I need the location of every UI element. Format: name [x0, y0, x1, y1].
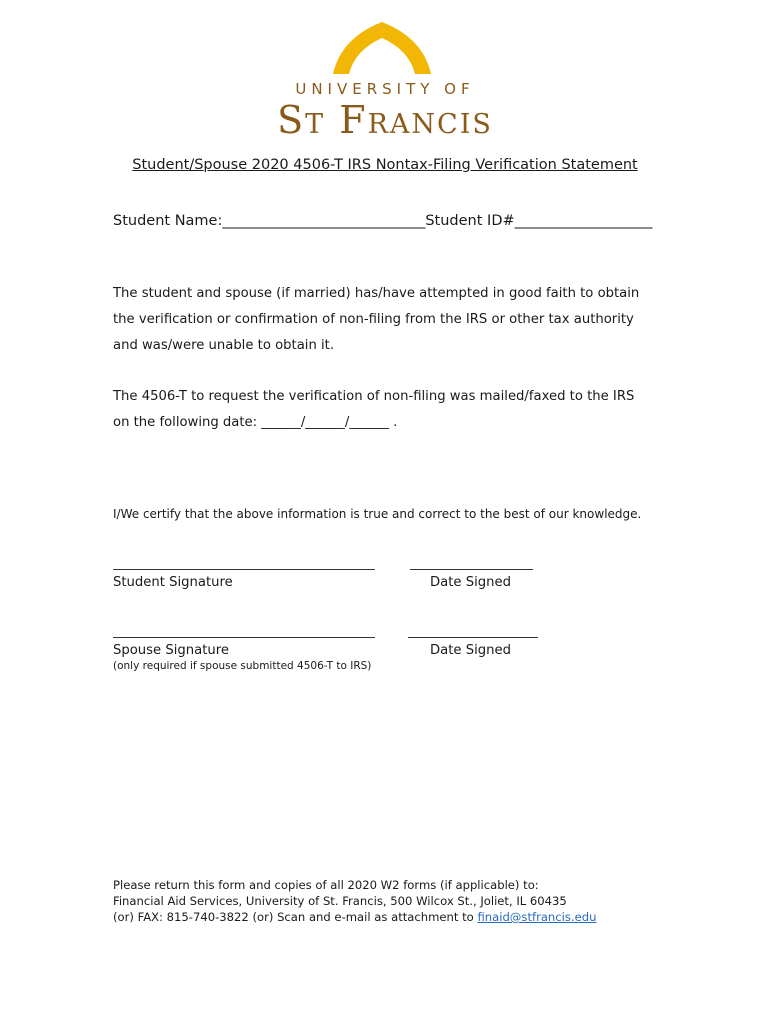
spouse-date-label: Date Signed [430, 643, 511, 658]
good-faith-paragraph: The student and spouse (if married) has/have attempted in good faith to obtain the verification or confirmation of non-filing from the IRS or other tax authority and was/were unable to obtain it. [113, 286, 640, 353]
footer-line-1: Please return this form and copies of all 2020 W2 forms (if applicable) to: [113, 878, 539, 892]
university-logo [0, 0, 770, 150]
footer-line-2: Financial Aid Services, University of St. Francis, 500 Wilcox St., Joliet, IL 60435 [113, 894, 567, 908]
mailed-date-paragraph: The 4506-T to request the verification of non-filing was mailed/faxed to the IRS on the following date: ______/______/______ . [113, 389, 635, 430]
logo-st-francis: St Francis [277, 98, 493, 142]
email-link[interactable]: finaid@stfrancis.edu [477, 910, 597, 924]
return-instructions [113, 877, 596, 925]
spouse-signature-label: Spouse Signature [113, 643, 229, 658]
spouse-date-line[interactable] [408, 637, 538, 638]
page-title: Student/Spouse 2020 4506-T IRS Nontax-Filing Verification Statement [132, 157, 638, 173]
student-signature-line[interactable] [113, 569, 375, 570]
student-date-line[interactable] [410, 569, 533, 570]
footer-line-3 [113, 909, 596, 925]
student-signature-label: Student Signature [113, 575, 233, 590]
spouse-note: (only required if spouse submitted 4506-T to IRS) [113, 660, 372, 672]
student-date-label: Date Signed [430, 575, 511, 590]
footer-fax-text: (or) FAX: 815-740-3822 (or) Scan and e-mail as attachment to [113, 910, 478, 924]
certification-statement: I/We certify that the above information is true and correct to the best of our knowledge. [113, 507, 642, 521]
arch-icon [331, 20, 433, 76]
spouse-signature-line[interactable] [113, 637, 375, 638]
student-name-id-field[interactable]: Student Name:____________________________Student ID#___________________ [113, 213, 653, 229]
logo-university-of: UNIVERSITY OF [295, 80, 475, 98]
